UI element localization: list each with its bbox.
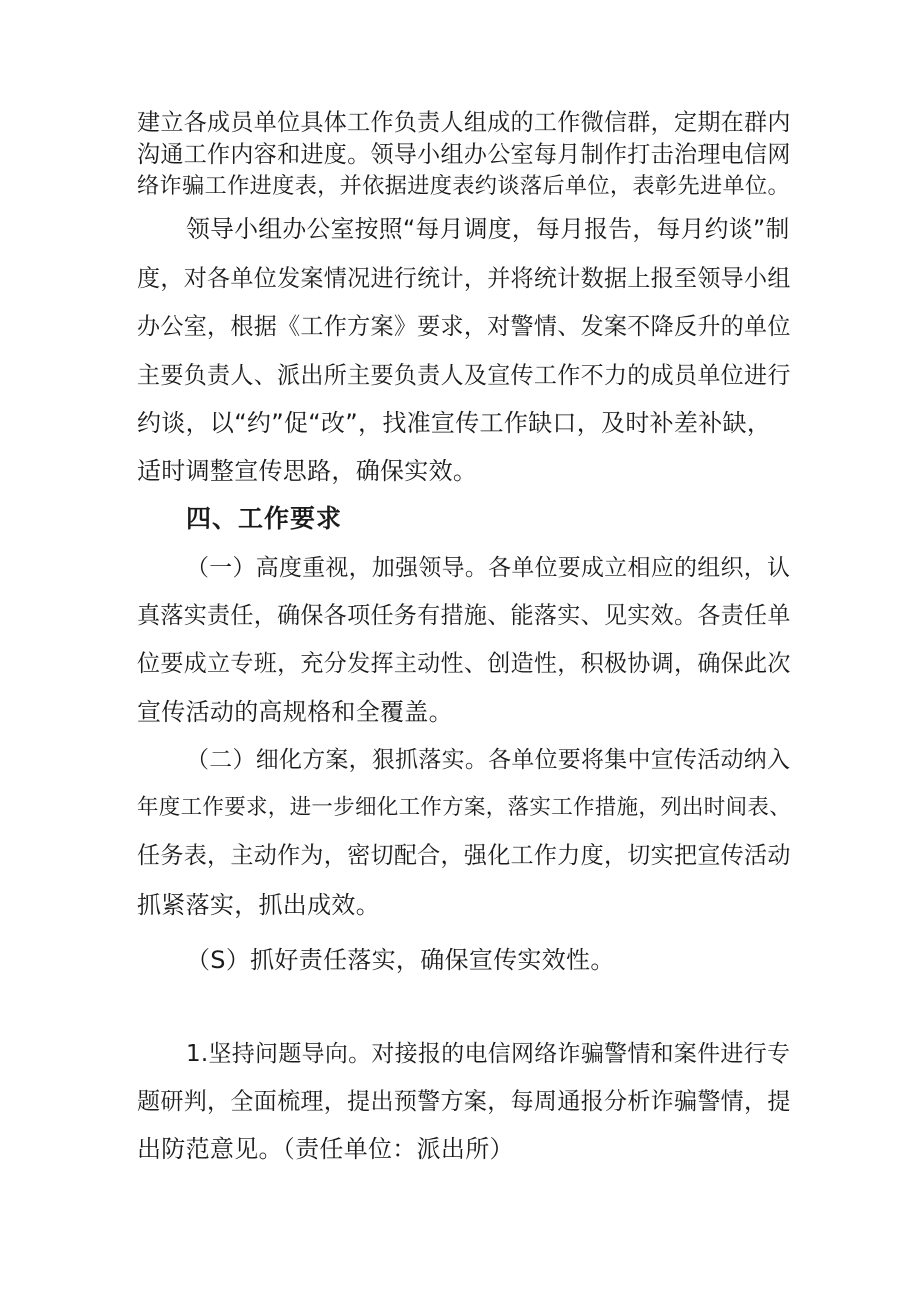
para3-line-1: （一）高度重视，加强领导。各单位要成立相应的组织，认 [186, 555, 791, 581]
para2-line-2: 度，对各单位发案情况进行统计，并将统计数据上报至领导小组 [137, 266, 791, 292]
para4-line-1: （二）细化方案，狠抓落实。各单位要将集中宣传活动纳入 [186, 747, 791, 773]
para4-line-2: 年度工作要求，进一步细化工作方案，落实工作措施，列出时间表、 [137, 795, 792, 820]
para4-line-4: 抓紧落实，抓出成效。 [137, 891, 380, 919]
para3-line-2: 真落实责任，确保各项任务有措施、能落实、见实效。各责任单 [137, 603, 791, 629]
para3-line-3: 位要成立专班，充分发挥主动性、创造性，积极协调，确保此次 [137, 651, 791, 677]
para3-line-4: 宣传活动的高规格和全覆盖。 [137, 698, 453, 726]
para2-line-4: 主要负责人、派出所主要负责人及宣传工作不力的成员单位进行 [137, 363, 791, 389]
para6-line-1: 1.坚持问题导向。对接报的电信网络诈骗警情和案件进行专 [186, 1041, 791, 1067]
para2-line-1: 领导小组办公室按照“每月调度，每月报告，每月约谈”制 [186, 215, 790, 243]
para1-line-1: 建立各成员单位具体工作负责人组成的工作微信群，定期在群内 [137, 110, 791, 136]
para2-line-5: 约谈，以“约”促“改”，找准宣传工作缺口，及时补差补缺， [137, 409, 772, 437]
para2-line-3: 办公室，根据《工作方案》要求，对警情、发案不降反升的单位 [137, 314, 791, 340]
para6-line-2: 题研判，全面梳理，提出预警方案，每周通报分析诈骗警情，提 [137, 1089, 791, 1115]
para6-line-3: 出防范意见。（责任单位：派出所） [137, 1135, 514, 1163]
para2-line-6: 适时调整宣传思路，确保实效。 [137, 457, 478, 485]
para5-line-1: （S）抓好责任落实，确保宣传实效性。 [186, 946, 615, 974]
section-heading: 四、工作要求 [186, 504, 343, 533]
para4-line-3: 任务表，主动作为，密切配合，强化工作力度，切实把宣传活动 [137, 843, 791, 869]
para1-line-2: 沟通工作内容和进度。领导小组办公室每月制作打击治理电信网 [137, 142, 791, 168]
para1-line-3: 络诈骗工作进度表，并依据进度表约谈落后单位，表彰先进单位。 [137, 173, 791, 199]
